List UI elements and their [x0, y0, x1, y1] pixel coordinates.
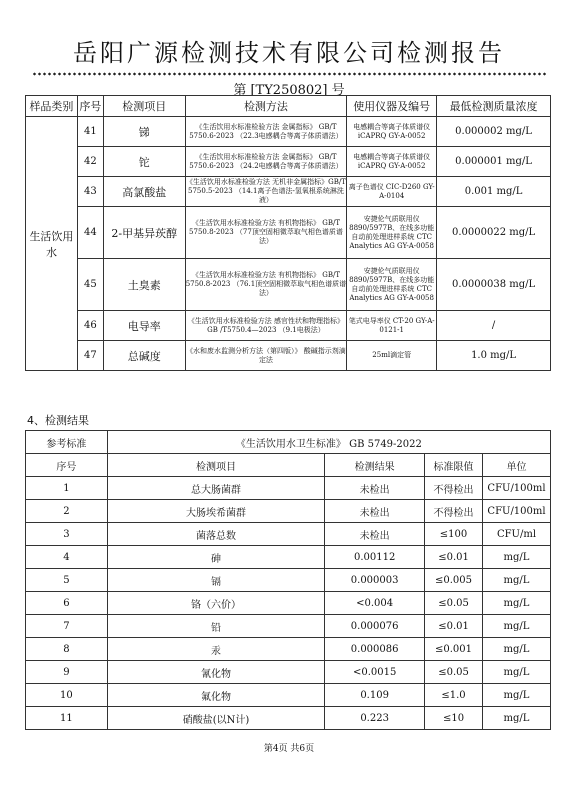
result-limit: ≤0.005	[425, 569, 483, 592]
method-text: 《生活饮用水标准检验方法 金属指标》 GB/T 5750.6-2023 （24.2电感耦合等离子体质谱法）	[185, 147, 347, 177]
method-row	[26, 117, 551, 147]
result-item: 氟化物	[107, 684, 324, 707]
result-unit: CFU/100ml	[483, 477, 551, 500]
method-min-conc: 1.0 mg/L	[437, 341, 551, 371]
method-row	[26, 207, 551, 259]
result-item: 汞	[107, 638, 324, 661]
section-title: 4、检测结果	[27, 414, 89, 427]
sample-category: 生活饮用水	[26, 117, 78, 371]
result-value: 0.000086	[325, 638, 425, 661]
method-seq: 44	[77, 207, 103, 259]
result-row	[26, 661, 551, 684]
method-min-conc: 0.0000038 mg/L	[437, 259, 551, 311]
header-instrument: 使用仪器及编号	[347, 96, 437, 117]
result-row	[26, 546, 551, 569]
method-instrument: 电感耦合等离子体质谱仪iCAPRQ GY-A-0052	[347, 117, 437, 147]
result-item: 硝酸盐(以N计)	[107, 707, 324, 730]
report-number: 第 [TY250802] 号	[233, 83, 345, 98]
method-min-conc: 0.000002 mg/L	[437, 117, 551, 147]
result-item: 总大肠菌群	[107, 477, 324, 500]
method-instrument: 笔式电导率仪 CT-20 GY-A-0121-1	[347, 311, 437, 341]
result-unit: mg/L	[483, 707, 551, 730]
result-value: 0.000003	[325, 569, 425, 592]
result-seq: 1	[26, 477, 108, 500]
result-value: <0.0015	[325, 661, 425, 684]
result-unit: mg/L	[483, 592, 551, 615]
method-min-conc: 0.0000022 mg/L	[437, 207, 551, 259]
result-limit: 不得检出	[425, 477, 483, 500]
result-limit: ≤0.01	[425, 615, 483, 638]
method-min-conc: /	[437, 311, 551, 341]
results-header-result: 检测结果	[325, 454, 425, 477]
result-item: 铬（六价）	[107, 592, 324, 615]
method-text: 《水和废水监测分析方法（第四版）》 酸碱指示剂滴定法	[185, 341, 347, 371]
method-text: 《生活饮用水标准检验方法 有机物指标》 GB/T 5750.8-2023 （77顶空固相微萃取气相色谱质谱法）	[185, 207, 347, 259]
result-unit: mg/L	[483, 615, 551, 638]
result-unit: mg/L	[483, 684, 551, 707]
result-value: <0.004	[325, 592, 425, 615]
dotted-divider	[32, 72, 546, 76]
method-seq: 47	[77, 341, 103, 371]
reference-standard-row	[26, 431, 551, 454]
reference-standard-value: 《生活饮用水卫生标准》 GB 5749-2022	[107, 431, 550, 454]
result-item: 大肠埃希菌群	[107, 500, 324, 523]
method-min-conc: 0.001 mg/L	[437, 177, 551, 207]
header-method: 检测方法	[185, 96, 347, 117]
method-item: 总碱度	[103, 341, 185, 371]
method-item: 土臭素	[103, 259, 185, 311]
header-min-conc: 最低检测质量浓度	[437, 96, 551, 117]
result-row	[26, 477, 551, 500]
result-limit: ≤1.0	[425, 684, 483, 707]
result-seq: 7	[26, 615, 108, 638]
result-limit: ≤0.01	[425, 546, 483, 569]
result-item: 砷	[107, 546, 324, 569]
result-value: 未检出	[325, 477, 425, 500]
result-unit: mg/L	[483, 569, 551, 592]
method-item: 高氯酸盐	[103, 177, 185, 207]
result-limit: ≤100	[425, 523, 483, 546]
result-seq: 10	[26, 684, 108, 707]
result-unit: CFU/ml	[483, 523, 551, 546]
result-row	[26, 638, 551, 661]
result-unit: mg/L	[483, 661, 551, 684]
result-value: 0.000076	[325, 615, 425, 638]
method-table	[25, 95, 551, 371]
result-limit: ≤0.05	[425, 592, 483, 615]
result-limit: ≤10	[425, 707, 483, 730]
method-table-header	[26, 96, 551, 117]
result-row	[26, 569, 551, 592]
result-seq: 3	[26, 523, 108, 546]
result-seq: 9	[26, 661, 108, 684]
page-footer: 第4页 共6页	[263, 744, 315, 754]
method-row	[26, 311, 551, 341]
method-seq: 45	[77, 259, 103, 311]
report-title: 岳阳广源检测技术有限公司检测报告	[73, 39, 505, 67]
method-item: 电导率	[103, 311, 185, 341]
result-unit: mg/L	[483, 546, 551, 569]
result-item: 镉	[107, 569, 324, 592]
header-sample-category: 样品类别	[26, 96, 78, 117]
method-seq: 46	[77, 311, 103, 341]
result-row	[26, 500, 551, 523]
result-seq: 11	[26, 707, 108, 730]
result-limit: ≤0.001	[425, 638, 483, 661]
method-instrument: 安捷伦气质联用仪 8890/5977B、在线多功能自动前处理进样系统 CTC Analytics AG GY-A-0058	[347, 259, 437, 311]
result-seq: 5	[26, 569, 108, 592]
method-seq: 41	[77, 117, 103, 147]
method-text: 《生活饮用水标准检验方法 无机非金属指标》GB/T 5750.5-2023 （14.1离子色谱法-氢氧根系统淋洗液）	[185, 177, 347, 207]
result-item: 菌落总数	[107, 523, 324, 546]
results-header	[26, 454, 551, 477]
results-header-unit: 单位	[483, 454, 551, 477]
method-row	[26, 259, 551, 311]
header-item: 检测项目	[103, 96, 185, 117]
method-text: 《生活饮用水标准检验方法 有机物指标》 GB/T 5750.8-2023 （76.1顶空固相微萃取气相色谱质谱法）	[185, 259, 347, 311]
method-row	[26, 177, 551, 207]
result-seq: 8	[26, 638, 108, 661]
method-item: 锑	[103, 117, 185, 147]
result-value: 0.00112	[325, 546, 425, 569]
results-header-limit: 标准限值	[425, 454, 483, 477]
method-item: 2-甲基异莰醇	[103, 207, 185, 259]
result-row	[26, 592, 551, 615]
method-min-conc: 0.000001 mg/L	[437, 147, 551, 177]
method-text: 《生活饮用水标准检验方法 金属指标》 GB/T 5750.6-2023 （22.3电感耦合等离子体质谱法）	[185, 117, 347, 147]
result-row	[26, 707, 551, 730]
result-value: 未检出	[325, 523, 425, 546]
result-limit: ≤0.05	[425, 661, 483, 684]
result-item: 铅	[107, 615, 324, 638]
method-instrument: 离子色谱仪 CIC-D260 GY-A-0104	[347, 177, 437, 207]
result-seq: 6	[26, 592, 108, 615]
result-unit: mg/L	[483, 638, 551, 661]
method-seq: 43	[77, 177, 103, 207]
results-table	[25, 430, 551, 730]
method-row	[26, 147, 551, 177]
result-row	[26, 684, 551, 707]
result-value: 0.109	[325, 684, 425, 707]
results-header-item: 检测项目	[107, 454, 324, 477]
result-value: 0.223	[325, 707, 425, 730]
result-row	[26, 523, 551, 546]
result-value: 未检出	[325, 500, 425, 523]
reference-standard-label: 参考标准	[26, 431, 108, 454]
result-seq: 2	[26, 500, 108, 523]
header-seq: 序号	[77, 96, 103, 117]
result-unit: CFU/100ml	[483, 500, 551, 523]
method-text: 《生活饮用水标准检验方法 感官性状和物理指标》GB /T5750.4—2023 （9.1电极法）	[185, 311, 347, 341]
result-row	[26, 615, 551, 638]
result-limit: 不得检出	[425, 500, 483, 523]
results-header-seq: 序号	[26, 454, 108, 477]
method-instrument: 25ml滴定管	[347, 341, 437, 371]
method-instrument: 电感耦合等离子体质谱仪iCAPRQ GY-A-0052	[347, 147, 437, 177]
method-instrument: 安捷伦气质联用仪 8890/5977B、在线多功能自动前处理进样系统 CTC Analytics AG GY-A-0058	[347, 207, 437, 259]
method-item: 铊	[103, 147, 185, 177]
result-item: 氰化物	[107, 661, 324, 684]
method-seq: 42	[77, 147, 103, 177]
method-row	[26, 341, 551, 371]
result-seq: 4	[26, 546, 108, 569]
